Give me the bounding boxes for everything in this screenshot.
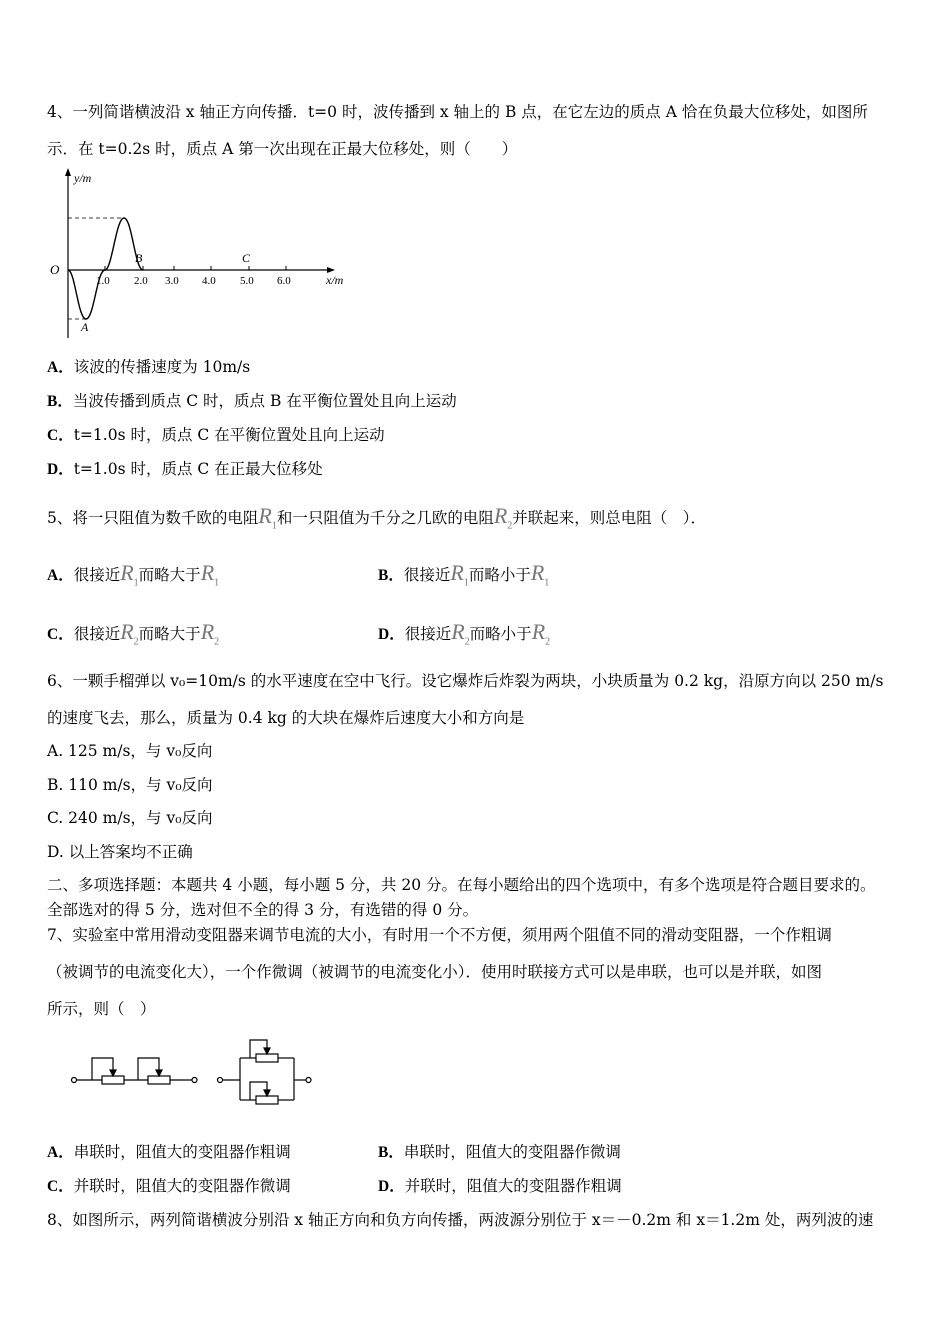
q7-option-c: C．并联时，阻值大的变阻器作微调 bbox=[47, 1177, 291, 1195]
r1-symbol: $R_1$ bbox=[258, 503, 277, 532]
q7-stem-line3: 所示，则（ ） bbox=[47, 1000, 156, 1018]
q4-stem-line1: 4、一列简谐横波沿 x 轴正方向传播．t=0 时，波传播到 x 轴上的 B 点，在它左边的质点 A 恰在负最大位移处，如图所 bbox=[47, 103, 868, 121]
q6-option-a: A. 125 m/s，与 v₀反向 bbox=[47, 742, 213, 760]
q7-option-b: B．串联时，阻值大的变阻器作微调 bbox=[378, 1143, 621, 1161]
y-axis-label: y/m bbox=[74, 171, 92, 185]
section2-heading-line1: 二、多项选择题：本题共 4 小题，每小题 5 分，共 20 分。在每小题给出的四个选项中，有多个选项是符合题目要求的。 bbox=[47, 876, 876, 894]
series-circuit bbox=[72, 1058, 198, 1084]
q5-option-b: B．很接近$R_1$而略小于$R_1$ bbox=[378, 560, 550, 589]
tick-label: 1.0 bbox=[96, 275, 110, 287]
q7-option-d: D．并联时，阻值大的变阻器作粗调 bbox=[378, 1177, 622, 1195]
q5-option-c: C．很接近$R_2$而略大于$R_2$ bbox=[47, 619, 220, 648]
tick-label: 6.0 bbox=[277, 275, 291, 287]
point-b-label: B bbox=[135, 251, 143, 265]
point-c-label: C bbox=[242, 251, 251, 265]
q7-option-a: A．串联时，阻值大的变阻器作粗调 bbox=[47, 1143, 291, 1161]
q4-option-a: A．该波的传播速度为 10m/s bbox=[47, 358, 251, 376]
q4-stem-line2: 示．在 t=0.2s 时，质点 A 第一次出现在正最大位移处，则（ ） bbox=[47, 140, 518, 158]
q7-stem-line2: （被调节的电流变化大），一个作微调（被调节的电流变化小）．使用时联接方式可以是串联，也可以是并联，如图 bbox=[47, 963, 823, 981]
q4-option-b: B．当波传播到质点 C 时，质点 B 在平衡位置处且向上运动 bbox=[47, 392, 457, 410]
tick-label: 5.0 bbox=[240, 275, 254, 287]
section2-heading-line2: 全部选对的得 5 分，选对但不全的得 3 分，有选错的得 0 分。 bbox=[47, 901, 479, 919]
tick-label: 3.0 bbox=[165, 275, 179, 287]
tick-label: 4.0 bbox=[202, 275, 216, 287]
q8-stem-line1: 8、如图所示，两列简谐横波分别沿 x 轴正方向和负方向传播，两波源分别位于 x＝－0.2m 和 x＝1.2m 处，两列波的速 bbox=[47, 1211, 874, 1229]
x-axis-label: x/m bbox=[326, 273, 344, 287]
q6-option-b: B. 110 m/s，与 v₀反向 bbox=[47, 776, 213, 794]
parallel-circuit bbox=[218, 1040, 312, 1104]
q5-option-d: D．很接近$R_2$而略小于$R_2$ bbox=[378, 619, 551, 648]
circuit-diagram bbox=[70, 1034, 320, 1114]
r2-symbol: $R_2$ bbox=[493, 503, 513, 532]
q6-stem-line2: 的速度飞去，那么，质量为 0.4 kg 的大块在爆炸后速度大小和方向是 bbox=[47, 709, 525, 727]
q7-stem-line1: 7、实验室中常用滑动变阻器来调节电流的大小，有时用一个不方便，须用两个阻值不同的滑动变阻器，一个作粗调 bbox=[47, 926, 832, 944]
q5-option-a: A．很接近$R_1$而略大于$R_1$ bbox=[47, 560, 220, 589]
q4-option-d: D．t=1.0s 时，质点 C 在正最大位移处 bbox=[47, 460, 323, 478]
q5-stem: 5、将一只阻值为数千欧的电阻$R_1$和一只阻值为千分之几欧的电阻$R_2$并联起来，则总电阻（ ）． bbox=[47, 503, 707, 532]
q6-option-d: D. 以上答案均不正确 bbox=[47, 843, 193, 861]
origin-label: O bbox=[50, 262, 60, 277]
wave-graph bbox=[46, 166, 356, 344]
q6-option-c: C. 240 m/s，与 v₀反向 bbox=[47, 809, 213, 827]
q6-stem-line1: 6、一颗手榴弹以 v₀=10m/s 的水平速度在空中飞行。设它爆炸后炸裂为两块，小块质量为 0.2 kg，沿原方向以 250 m/s bbox=[47, 672, 884, 690]
tick-label: 2.0 bbox=[134, 275, 148, 287]
point-a-label: A bbox=[81, 320, 89, 334]
q4-option-c: C．t=1.0s 时，质点 C 在平衡位置处且向上运动 bbox=[47, 426, 385, 444]
